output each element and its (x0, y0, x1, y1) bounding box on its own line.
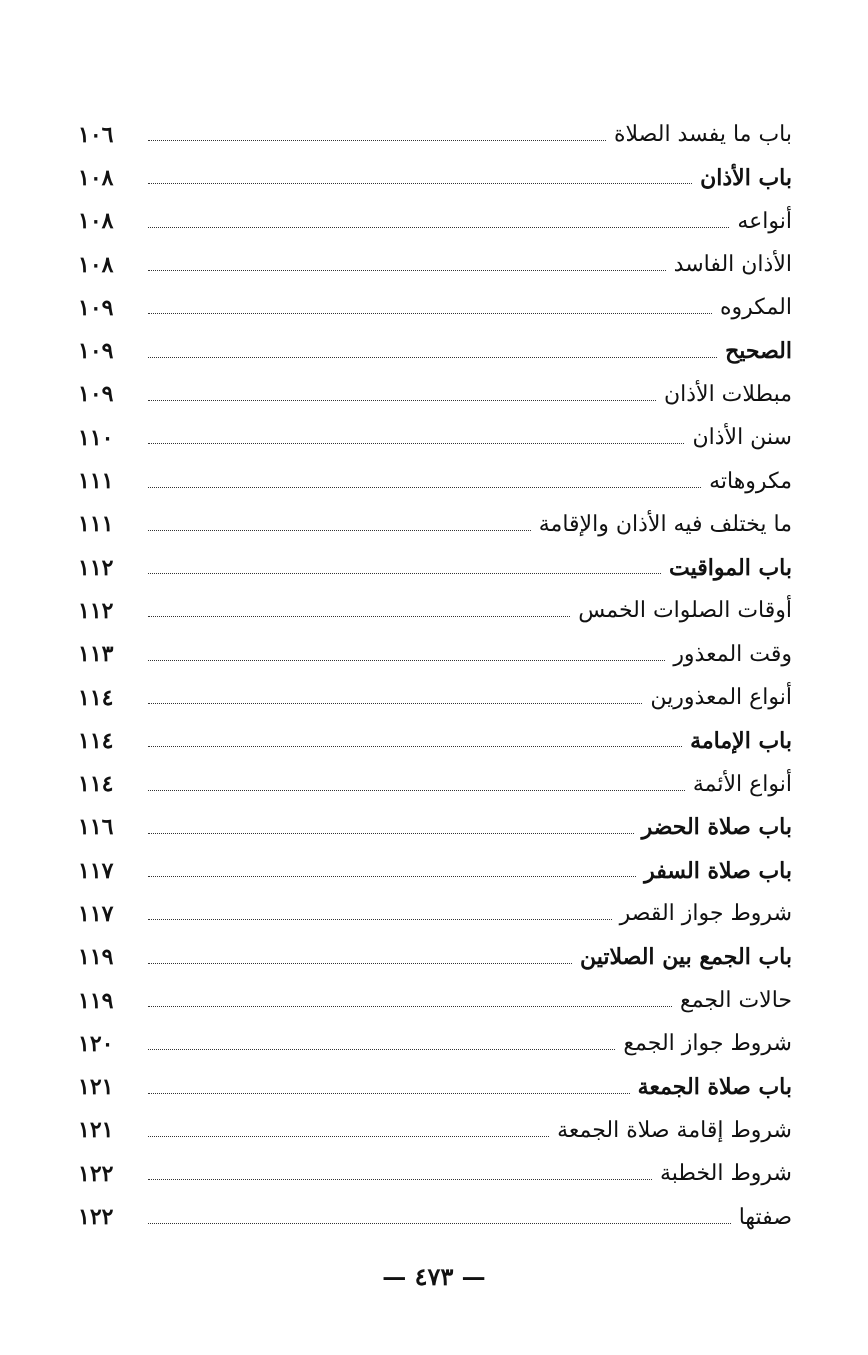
toc-entry (78, 979, 792, 1022)
toc-entry-title: أوقات الصلوات الخمس (578, 598, 792, 624)
toc-entry (78, 1195, 792, 1238)
dot-leader (148, 1049, 615, 1050)
toc-entry-page-number: ١٠٩ (78, 338, 114, 365)
toc-entry-page-number: ١٢١ (78, 1117, 114, 1144)
dot-leader (148, 270, 666, 271)
toc-entry-title: وقت المعذور (673, 641, 792, 667)
toc-entry-title: شروط إقامة صلاة الجمعة (557, 1117, 792, 1143)
dot-leader (148, 1136, 549, 1137)
toc-entry (78, 1022, 792, 1065)
toc-entry (78, 503, 792, 546)
toc-entry-page-number: ١١٢ (78, 597, 114, 624)
dot-leader (148, 833, 634, 834)
toc-entry (78, 719, 792, 762)
toc-entry-page-number: ١١٠ (78, 424, 114, 451)
toc-entry (78, 243, 792, 286)
dot-leader (148, 530, 531, 531)
toc-entry (78, 329, 792, 372)
toc-entry (78, 676, 792, 719)
toc-entry-page-number: ١٢١ (78, 1074, 114, 1101)
toc-entry-title: أنواع المعذورين (650, 685, 792, 710)
toc-entry-page-number: ١٢٢ (78, 1160, 114, 1187)
toc-entry (78, 113, 792, 156)
toc-entry-page-number: ١١١ (78, 511, 114, 538)
dot-leader (148, 1179, 652, 1180)
toc-entry-title: المكروه (720, 295, 792, 321)
toc-entry-title: صفتها (738, 1204, 792, 1230)
toc-entry-page-number: ١١٢ (78, 554, 114, 581)
dot-leader (148, 703, 642, 704)
page-number-footer: — ٤٧٣ — (382, 1262, 486, 1291)
toc-entry (78, 849, 792, 892)
dot-leader (148, 919, 612, 920)
toc-entry-title: سنن الأذان (692, 425, 792, 451)
toc-entry-page-number: ١١٤ (78, 771, 114, 798)
toc-entry-title: باب صلاة الجمعة (637, 1074, 792, 1101)
toc-entry-title: شروط جواز القصر (619, 901, 792, 927)
toc-entry-page-number: ١١٤ (78, 727, 114, 754)
dot-leader (148, 487, 701, 488)
toc-entry-page-number: ١١٣ (78, 641, 114, 668)
toc-entry (78, 286, 792, 329)
dot-leader (148, 746, 682, 747)
toc-entry (78, 1152, 792, 1195)
dot-leader (148, 1093, 630, 1094)
toc-entry-page-number: ١١٦ (78, 814, 114, 841)
dot-leader (148, 400, 656, 401)
dot-leader (148, 963, 572, 964)
toc-entry-page-number: ١١٧ (78, 900, 114, 927)
toc-entry-page-number: ١٠٦ (78, 121, 114, 148)
toc-entry-page-number: ١١٩ (78, 987, 114, 1014)
toc-entry-title: باب ما يفسد الصلاة (614, 122, 792, 148)
toc-entry-title: باب الأذان (700, 164, 792, 191)
toc-entry (78, 633, 792, 676)
toc-entry-page-number: ١١١ (78, 468, 114, 495)
toc-entry-title: باب صلاة السفر (644, 857, 792, 884)
toc-entry-page-number: ١٠٨ (78, 164, 114, 191)
dot-leader (148, 876, 636, 877)
toc-entry-page-number: ١٠٨ (78, 208, 114, 235)
toc-entry (78, 416, 792, 459)
toc-entry (78, 1066, 792, 1109)
toc-entry-title: مكروهاته (709, 468, 792, 494)
toc-entry-page-number: ١٠٨ (78, 251, 114, 278)
dot-leader (148, 227, 729, 228)
toc-entry (78, 459, 792, 502)
dot-leader (148, 573, 661, 574)
toc-entry-title: مبطلات الأذان (663, 381, 792, 407)
toc-entry (78, 892, 792, 935)
toc-entry-title: شروط جواز الجمع (623, 1031, 792, 1057)
toc-entry (78, 373, 792, 416)
toc-entry-title: الصحيح (725, 338, 792, 365)
dot-leader (148, 357, 717, 358)
toc-entry (78, 936, 792, 979)
dot-leader (148, 140, 606, 141)
toc-entry-page-number: ١١٧ (78, 857, 114, 884)
dot-leader (148, 1006, 672, 1007)
toc-entry (78, 806, 792, 849)
toc-entry-page-number: ١٢٠ (78, 1030, 114, 1057)
toc-entry (78, 762, 792, 805)
dot-leader (148, 443, 684, 444)
toc-entry-title: باب المواقيت (669, 554, 792, 581)
toc-entry (78, 546, 792, 589)
toc-entry (78, 589, 792, 632)
toc-entry-title: باب الجمع بين الصلاتين (580, 944, 792, 971)
toc-entry-page-number: ١٠٩ (78, 381, 114, 408)
toc-entry (78, 1109, 792, 1152)
dot-leader (148, 313, 712, 314)
table-of-contents (78, 113, 792, 1239)
toc-entry-page-number: ١٢٢ (78, 1204, 114, 1231)
toc-entry-title: باب صلاة الحضر (641, 814, 792, 841)
toc-entry-title: شروط الخطبة (659, 1161, 792, 1187)
dot-leader (148, 1223, 731, 1224)
toc-entry-title: حالات الجمع (680, 988, 792, 1014)
dot-leader (148, 660, 665, 661)
toc-entry (78, 156, 792, 199)
dot-leader (148, 616, 570, 617)
toc-entry (78, 200, 792, 243)
toc-entry-page-number: ١١٤ (78, 684, 114, 711)
toc-entry-title: باب الإمامة (690, 727, 792, 754)
toc-entry-title: أنواعه (737, 208, 792, 234)
dot-leader (148, 790, 685, 791)
toc-entry-page-number: ١٠٩ (78, 294, 114, 321)
toc-entry-title: أنواع الأئمة (692, 771, 792, 797)
dot-leader (148, 183, 692, 184)
toc-entry-page-number: ١١٩ (78, 944, 114, 971)
toc-entry-title: ما يختلف فيه الأذان والإقامة (538, 511, 792, 537)
toc-entry-title: الأذان الفاسد (673, 252, 792, 278)
